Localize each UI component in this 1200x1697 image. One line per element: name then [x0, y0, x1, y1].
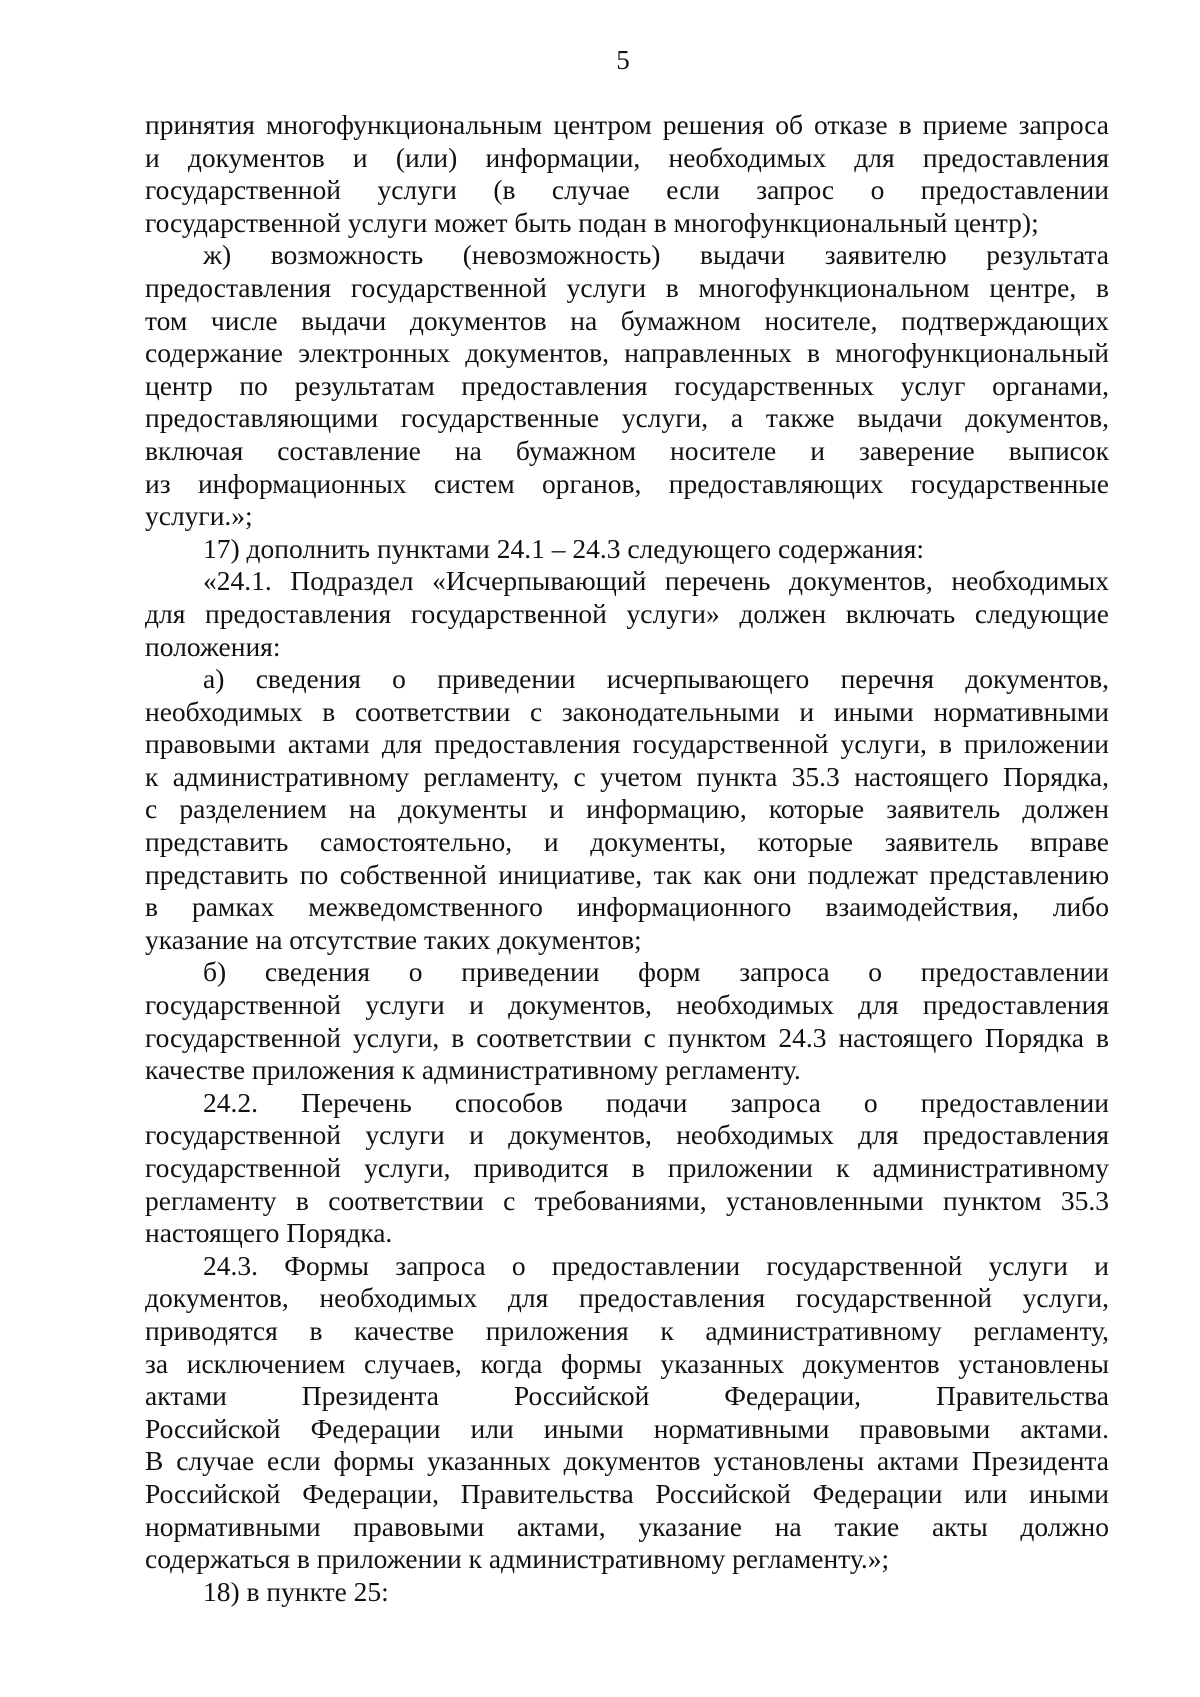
- text-line: настоящего Порядка.: [145, 1217, 393, 1249]
- text-line: актами Президента Российской Федерации, Правительства: [145, 1380, 1109, 1412]
- text-line: 24.2. Перечень способов подачи запроса о предоставлении: [203, 1086, 1109, 1118]
- text-line: предоставления государственной услуги в многофункциональном центре, в: [145, 271, 1109, 303]
- text-line: качестве приложения к административному регламенту.: [145, 1054, 801, 1086]
- text-line: Российской Федерации, Правительства Российской Федерации или иными: [145, 1477, 1109, 1509]
- text-line: содержаться в приложении к административному регламенту.»;: [145, 1543, 890, 1575]
- text-line: указание на отсутствие таких документов;: [145, 923, 642, 955]
- page-number: 5: [616, 45, 630, 75]
- text-line: б) сведения о приведении форм запроса о предоставлении: [203, 956, 1109, 988]
- text-line: из информационных систем органов, предоставляющих государственные: [145, 467, 1109, 499]
- text-line: 24.3. Формы запроса о предоставлении государственной услуги и: [203, 1249, 1109, 1281]
- text-line: правовыми актами для предоставления государственной услуги, в приложении: [145, 728, 1109, 760]
- text-line: документов, необходимых для предоставления государственной услуги,: [145, 1282, 1109, 1314]
- text-line: предоставляющими государственные услуги, а также выдачи документов,: [145, 402, 1109, 434]
- text-line: положения:: [145, 630, 281, 662]
- text-line: государственной услуги, приводится в приложении к административному: [145, 1152, 1109, 1183]
- text-line: государственной услуги может быть подан в многофункциональный центр);: [145, 206, 1039, 238]
- text-line: том числе выдачи документов на бумажном носителе, подтверждающих: [145, 304, 1109, 336]
- text-line: Российской Федерации или иными нормативными правовыми актами.: [145, 1412, 1109, 1444]
- text-line: за исключением случаев, когда формы указанных документов установлены: [145, 1347, 1109, 1379]
- text-line: для предоставления государственной услуги» должен включать следующие: [145, 597, 1109, 629]
- text-line: с разделением на документы и информацию, которые заявитель должен: [145, 793, 1109, 825]
- text-line: «24.1. Подраздел «Исчерпывающий перечень документов, необходимых: [203, 565, 1109, 597]
- text-line: содержание электронных документов, направленных в многофункциональный: [145, 337, 1109, 369]
- text-line: государственной услуги (в случае если запрос о предоставлении: [145, 174, 1109, 206]
- text-line: в рамках межведомственного информационного взаимодействия, либо: [145, 891, 1109, 923]
- text-line: 18) в пункте 25:: [203, 1575, 389, 1607]
- text-line: государственной услуги и документов, необходимых для предоставления: [145, 1119, 1109, 1151]
- text-line: представить по собственной инициативе, так как они подлежат представлению: [145, 858, 1109, 890]
- document-body: [145, 109, 1109, 1608]
- text-line: нормативными правовыми актами, указание на такие акты должно: [145, 1510, 1109, 1542]
- text-line: включая составление на бумажном носителе и заверение выписок: [145, 434, 1109, 466]
- text-line: ж) возможность (невозможность) выдачи заявителю результата: [203, 239, 1109, 271]
- text-line: представить самостоятельно, и документы, которые заявитель вправе: [145, 826, 1109, 858]
- text-line: к административному регламенту, с учетом пункта 35.3 настоящего Порядка,: [145, 760, 1109, 792]
- text-line: принятия многофункциональным центром решения об отказе в приеме запроса: [145, 109, 1109, 140]
- text-line: государственной услуги, в соответствии с пунктом 24.3 настоящего Порядка в: [145, 1021, 1109, 1053]
- text-line: центр по результатам предоставления государственных услуг органами,: [145, 369, 1109, 401]
- text-line: 17) дополнить пунктами 24.1 – 24.3 следующего содержания:: [203, 532, 925, 564]
- text-line: необходимых в соответствии с законодательными и иными нормативными: [145, 695, 1109, 727]
- text-line: государственной услуги и документов, необходимых для предоставления: [145, 989, 1109, 1021]
- text-line: приводятся в качестве приложения к административному регламенту,: [145, 1314, 1109, 1346]
- text-line: а) сведения о приведении исчерпывающего перечня документов,: [203, 663, 1109, 695]
- text-line: услуги.»;: [145, 500, 253, 532]
- text-line: и документов и (или) информации, необходимых для предоставления: [145, 141, 1109, 173]
- text-line: В случае если формы указанных документов установлены актами Президента: [145, 1445, 1109, 1477]
- text-line: регламенту в соответствии с требованиями, установленными пунктом 35.3: [145, 1184, 1109, 1216]
